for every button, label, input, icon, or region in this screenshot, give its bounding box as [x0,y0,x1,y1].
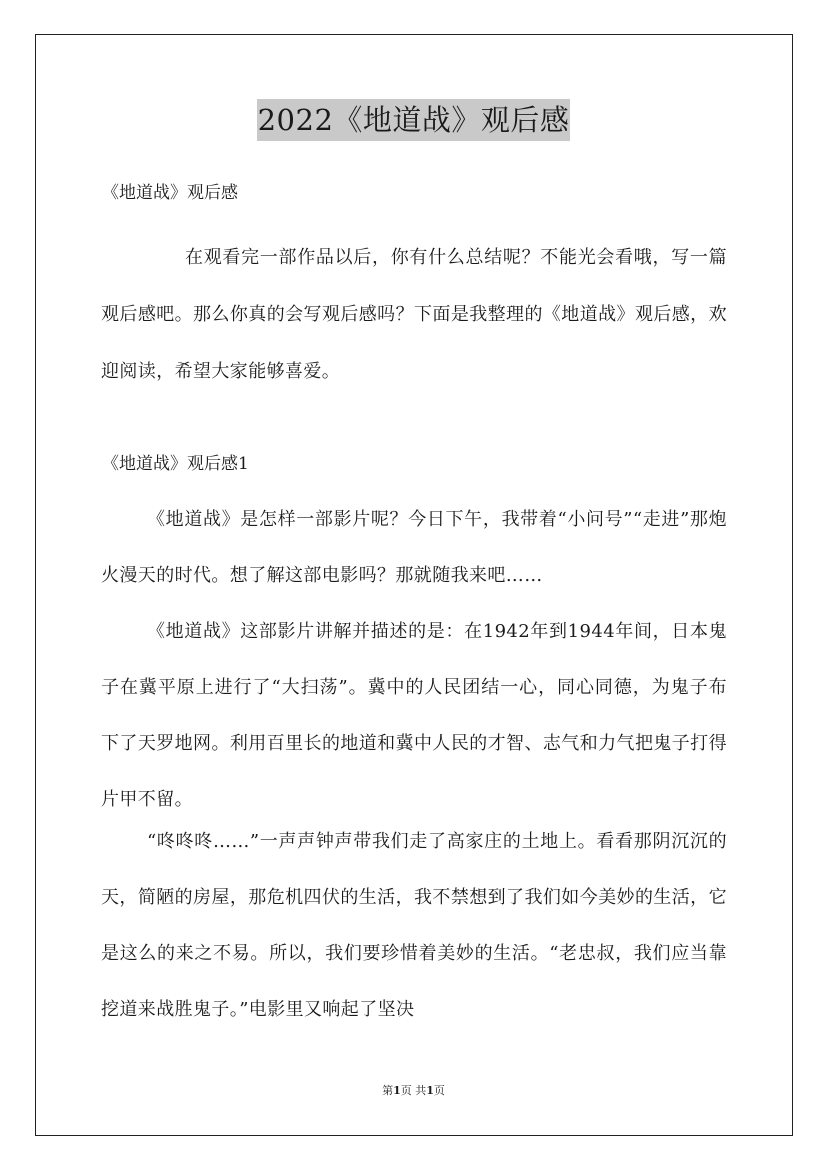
intro-paragraph: 在观看完一部作品以后，你有什么总结呢？不能光会看哦，写一篇观后感吧。那么你真的会写观后感吗？下面是我整理的《地道战》观后感，欢迎阅读，希望大家能够喜爱。 [101,247,727,382]
section-heading: 《地道战》观后感1 [102,454,249,474]
body-paragraph-1: 《地道战》是怎样一部影片呢？今日下午，我带着“小问号”“走进”那炮火漫天的时代。想了解这部电影吗？那就随我来吧…… [101,509,727,586]
footer-page-number: 1 [393,1084,401,1097]
footer-page-mid: 页 共 [400,1084,427,1097]
page-footer [0,1083,827,1099]
body-paragraph-2: 《地道战》这部影片讲解并描述的是：在1942年到1944年间，日本鬼子在冀平原上进行了“大扫荡”。冀中的人民团结一心，同心同德，为鬼子布下了天罗地网。利用百里长的地道和冀中人民的才智、志气和力气把鬼子打得片甲不留。 [101,621,727,810]
body-paragraph-3: “咚咚咚……”一声声钟声带我们走了高家庄的土地上。看看那阴沉沉的天，简陋的房屋，那危机四伏的生活，我不禁想到了我们如今美妙的生活，它是这么的来之不易。所以，我们要珍惜着美妙的生活。“老忠叔，我们应当靠挖道来战胜鬼子。”电影里又响起了坚决 [101,831,727,1020]
document-title [0,99,827,141]
document-subtitle: 《地道战》观后感 [102,183,238,203]
footer-total-pages: 1 [426,1084,434,1097]
document-title-text: 2022《地道战》观后感 [257,99,571,141]
footer-page-prefix: 第 [382,1084,394,1097]
footer-page-suffix: 页 [433,1084,445,1097]
